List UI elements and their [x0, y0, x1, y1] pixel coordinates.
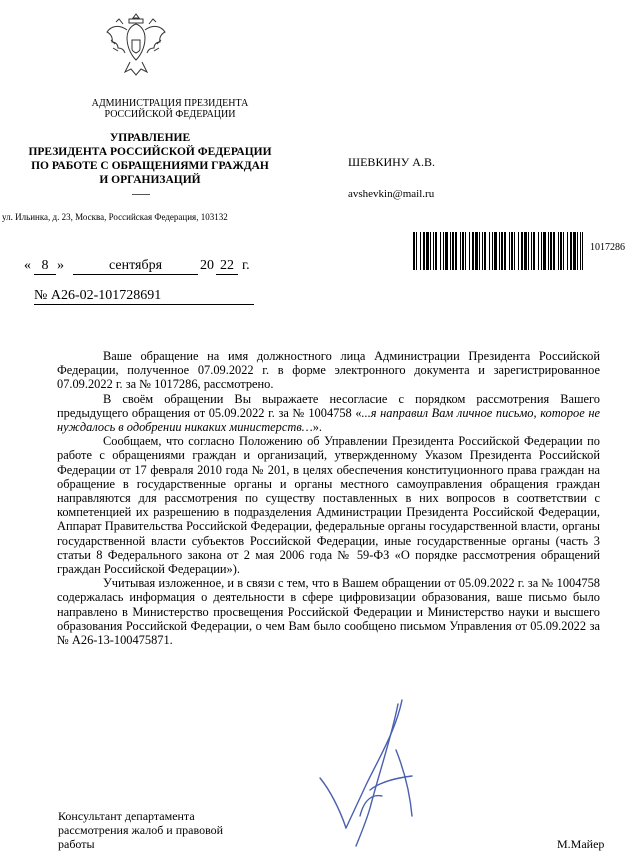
- body-paragraph-2: [57, 392, 600, 435]
- handwritten-signature: [300, 690, 460, 850]
- dept-line-4: И ОРГАНИЗАЦИЙ: [99, 174, 201, 186]
- date-day: 8: [34, 258, 56, 275]
- barcode-bar: [482, 232, 483, 270]
- barcode-bar: [504, 232, 506, 270]
- date-year-mark: г.: [242, 258, 250, 273]
- dept-line-1: УПРАВЛЕНИЕ: [109, 132, 191, 144]
- barcode-bar: [450, 232, 451, 270]
- sender-address: ул. Ильинка, д. 23, Москва, Российская Федерация, 103132: [2, 212, 228, 222]
- date-month: сентября: [73, 258, 198, 275]
- barcode-bar: [567, 232, 568, 270]
- barcode-bar: [416, 232, 417, 270]
- barcode-bar: [433, 232, 434, 270]
- admin-line-1: АДМИНИСТРАЦИЯ ПРЕЗИДЕНТА: [91, 98, 249, 109]
- barcode-bar: [528, 232, 529, 270]
- barcode-bar: [524, 232, 527, 270]
- barcode-bar: [469, 232, 470, 270]
- admin-line-2: РОССИЙСКОЙ ФЕДЕРАЦИИ: [104, 109, 236, 120]
- barcode-bar: [514, 232, 515, 270]
- body-paragraph-2-end: ».: [312, 420, 323, 435]
- barcode-bar: [472, 232, 474, 270]
- signatory-position-line-1: Консультант департамента: [58, 809, 195, 823]
- barcode-bar: [455, 232, 457, 270]
- barcode-bar: [580, 232, 581, 270]
- header-divider: [132, 194, 150, 195]
- barcode-bar: [543, 232, 546, 270]
- letter-body: [57, 349, 600, 647]
- barcode-bar: [475, 232, 478, 270]
- barcode-bar: [548, 232, 549, 270]
- date-year-suffix: 22: [216, 258, 238, 275]
- barcode-bar: [550, 232, 552, 270]
- barcode-bar: [440, 232, 441, 270]
- barcode-bar: [582, 232, 583, 270]
- dept-line-3: ПО РАБОТЕ С ОБРАЩЕНИЯМИ ГРАЖДАН: [31, 160, 269, 172]
- dept-line-2: ПРЕЗИДЕНТА РОССИЙСКОЙ ФЕДЕРАЦИИ: [28, 146, 272, 158]
- barcode-bar: [494, 232, 497, 270]
- barcode-bar: [426, 232, 429, 270]
- barcode-bar: [489, 232, 490, 270]
- barcode-bar: [462, 232, 464, 270]
- signatory-position: [58, 809, 223, 851]
- date-year-prefix: 20: [200, 258, 214, 273]
- barcode-bar: [511, 232, 513, 270]
- barcode-bar: [533, 232, 535, 270]
- signatory-name: М.Майер: [557, 837, 605, 851]
- barcode-bar: [443, 232, 444, 270]
- barcode-bar: [538, 232, 539, 270]
- signatory-position-line-3: работы: [58, 837, 95, 851]
- barcode-bar: [521, 232, 523, 270]
- barcode-bar: [501, 232, 503, 270]
- date-close-quote: »: [57, 258, 64, 273]
- barcode-bar: [413, 232, 415, 270]
- body-paragraph-3: Сообщаем, что согласно Положению об Управлении Президента Российской Федерации по работе с обращениями граждан и организаций, утвержденному Указом Президента Российской Федерации от 17 февраля 2010 года № 201, в целях обеспечения конституционного права граждан на обращение в государственные органы и органы местного самоуправления обращения граждан направляются для рассмотрения по существу поставленных в них вопросов в соответствии с компетенцией их разрешению в подразделения Администрации Президента Российской Федерации, Аппарат Правительства Российской Федерации, федеральные органы государственной власти, органы государственной власти субъектов Российской Федерации, иные государственные органы (часть 3 статьи 8 Федерального закона от 2 мая 2006 года № 59-ФЗ «О порядке рассмотрения обращений граждан Российской Федерации»).: [57, 434, 600, 577]
- reference-number: № А26-02-101728691: [34, 288, 254, 305]
- signatory-position-line-2: рассмотрения жалоб и правовой: [58, 823, 224, 837]
- barcode-bar: [460, 232, 461, 270]
- barcode-number: 1017286: [590, 242, 625, 253]
- barcode-bar: [531, 232, 532, 270]
- barcode-bar: [563, 232, 564, 270]
- body-paragraph-1: Ваше обращение на имя должностного лица Администрации Президента Российской Федерации, полученное 07.09.2022 г. в форме электронного документа и зарегистрированное 07.09.2022 г. за № 1017286, рассмотрено.: [57, 349, 600, 392]
- recipient-email: avshevkin@mail.ru: [348, 188, 435, 200]
- barcode-bar: [435, 232, 437, 270]
- barcode-bar: [499, 232, 500, 270]
- barcode-bar: [492, 232, 493, 270]
- barcode-bar: [553, 232, 555, 270]
- barcode-bar: [570, 232, 572, 270]
- barcode-bar: [573, 232, 576, 270]
- barcode-bar: [558, 232, 559, 270]
- body-paragraph-2-start: В своём обращении Вы выражаете несогласие с порядком рассмотрения Вашего предыдущего обращения от 05.09.2022 г. за № 1004758 «: [57, 391, 600, 420]
- barcode-bar: [484, 232, 486, 270]
- barcode-bar: [518, 232, 519, 270]
- barcode-icon: [413, 232, 583, 270]
- barcode-bar: [577, 232, 578, 270]
- barcode-bar: [445, 232, 448, 270]
- body-paragraph-4: Учитывая изложенное, и в связи с тем, что в Вашем обращении от 05.09.2022 г. за № 1004758 содержалась информация о деятельности в сфере цифровизации образования, ваше письмо было направлено в Министерство просвещения Российской Федерации и Министерство науки и высшего образования Российской Федерации, о чем Вам было сообщено письмом Управления от 05.09.2022 за № А26-13-100475871.: [57, 576, 600, 648]
- barcode-bar: [465, 232, 466, 270]
- barcode-bar: [420, 232, 421, 270]
- barcode-bar: [452, 232, 454, 270]
- barcode-bar: [560, 232, 562, 270]
- barcode-bar: [430, 232, 431, 270]
- barcode-bar: [423, 232, 425, 270]
- coat-of-arms-icon: [101, 10, 171, 82]
- date-open-quote: «: [24, 258, 31, 273]
- body-paragraph-2-quote: ...я направил Вам личное письмо, которое не нуждалось в одобрении никаких министерств…: [57, 405, 600, 435]
- barcode-bar: [479, 232, 480, 270]
- recipient-name: ШЕВКИНУ А.В.: [348, 155, 435, 169]
- barcode-bar: [541, 232, 542, 270]
- barcode-bar: [509, 232, 510, 270]
